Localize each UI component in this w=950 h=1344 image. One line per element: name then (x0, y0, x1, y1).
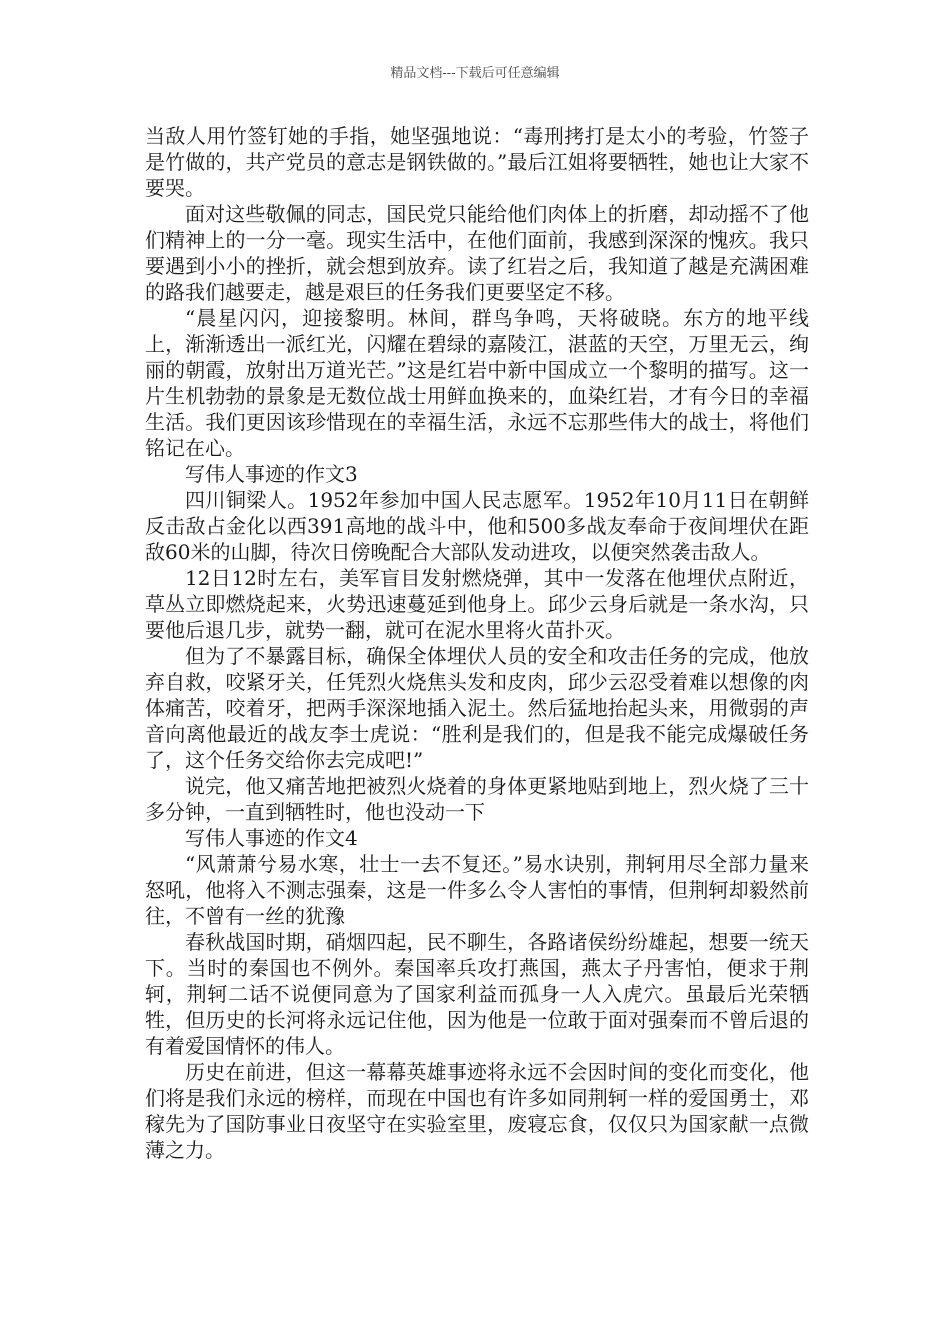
page-header: 精品文档---下载后可任意编辑 (390, 66, 560, 81)
paragraph: 说完，他又痛苦地把被烈火烧着的身体更紧地贴到地上，烈火烧了三十多分钟，一直到牺牲时，他也没动一下 (145, 774, 809, 824)
paragraph: 面对这些敬佩的同志，国民党只能给他们肉体上的折磨，却动摇不了他们精神上的一分一毫。现实生活中，在他们面前，我感到深深的愧疚。我只要遇到小小的挫折，就会想到放弃。读了红岩之后，我知道了越是充满困难的路我们越要走，越是艰巨的任务我们更要坚定不移。 (145, 202, 809, 304)
paragraph: 但为了不暴露目标，确保全体埋伏人员的安全和攻击任务的完成，他放弃自救，咬紧牙关，任凭烈火烧焦头发和皮肉，邱少云忍受着难以想像的肉体痛苦，咬着牙，把两手深深地插入泥土。然后猛地抬起头来，用微弱的声音向离他最近的战友李士虎说：“胜利是我们的，但是我不能完成爆破任务了，这个任务交给你去完成吧!” (145, 644, 809, 772)
paragraph: 12日12时左右，美军盲目发射燃烧弹，其中一发落在他埋伏点附近，草丛立即燃烧起来，火势迅速蔓延到他身上。邱少云身后就是一条水沟，只要他后退几步，就势一翻，就可在泥水里将火苗扑灭。 (145, 566, 809, 642)
document-body (145, 123, 809, 1163)
paragraph: 当敌人用竹签钉她的手指，她坚强地说：“毒刑拷打是太小的考验，竹签子是竹做的，共产党员的意志是钢铁做的。”最后江姐将要牺牲，她也让大家不要哭。 (145, 124, 809, 200)
paragraph: 春秋战国时期，硝烟四起，民不聊生，各路诸侯纷纷雄起，想要一统天下。当时的秦国也不例外。秦国率兵攻打燕国，燕太子丹害怕，便求于荆轲，荆轲二话不说便同意为了国家利益而孤身一人入虎穴。虽最后光荣牺牲，但历史的长河将永远记住他，因为他是一位敢于面对强秦而不曾后退的有着爱国情怀的伟人。 (145, 930, 809, 1058)
paragraph: 历史在前进，但这一幕幕英雄事迹将永远不会因时间的变化而变化，他们将是我们永远的榜样，而现在中国也有许多如同荆轲一样的爱国勇士，邓稼先为了国防事业日夜坚守在实验室里，废寝忘食，仅仅只为国家献一点微薄之力。 (145, 1060, 809, 1162)
paragraph: “风萧萧兮易水寒，壮士一去不复还。”易水诀别，荆轲用尽全部力量来怒吼，他将入不测志强秦，这是一件多么令人害怕的事情，但荆轲却毅然前往，不曾有一丝的犹豫 (145, 852, 809, 928)
section-heading: 写伟人事迹的作文4 (185, 826, 358, 850)
section-heading: 写伟人事迹的作文3 (185, 462, 358, 486)
paragraph: 四川铜梁人。1952年参加中国人民志愿军。1952年10月11日在朝鲜反击敌占金化以西391高地的战斗中，他和500多战友奉命于夜间埋伏在距敌60米的山脚，待次日傍晚配合大部队发动进攻，以便突然袭击敌人。 (145, 488, 809, 564)
paragraph: “晨星闪闪，迎接黎明。林间，群鸟争鸣，天将破晓。东方的地平线上，渐渐透出一派红光，闪耀在碧绿的嘉陵江，湛蓝的天空，万里无云，绚丽的朝霞，放射出万道光芒。”这是红岩中新中国成立一个黎明的描写。这一片生机勃勃的景象是无数位战士用鲜血换来的，血染红岩，才有今日的幸福生活。我们更因该珍惜现在的幸福生活，永远不忘那些伟大的战士，将他们铭记在心。 (145, 306, 809, 460)
